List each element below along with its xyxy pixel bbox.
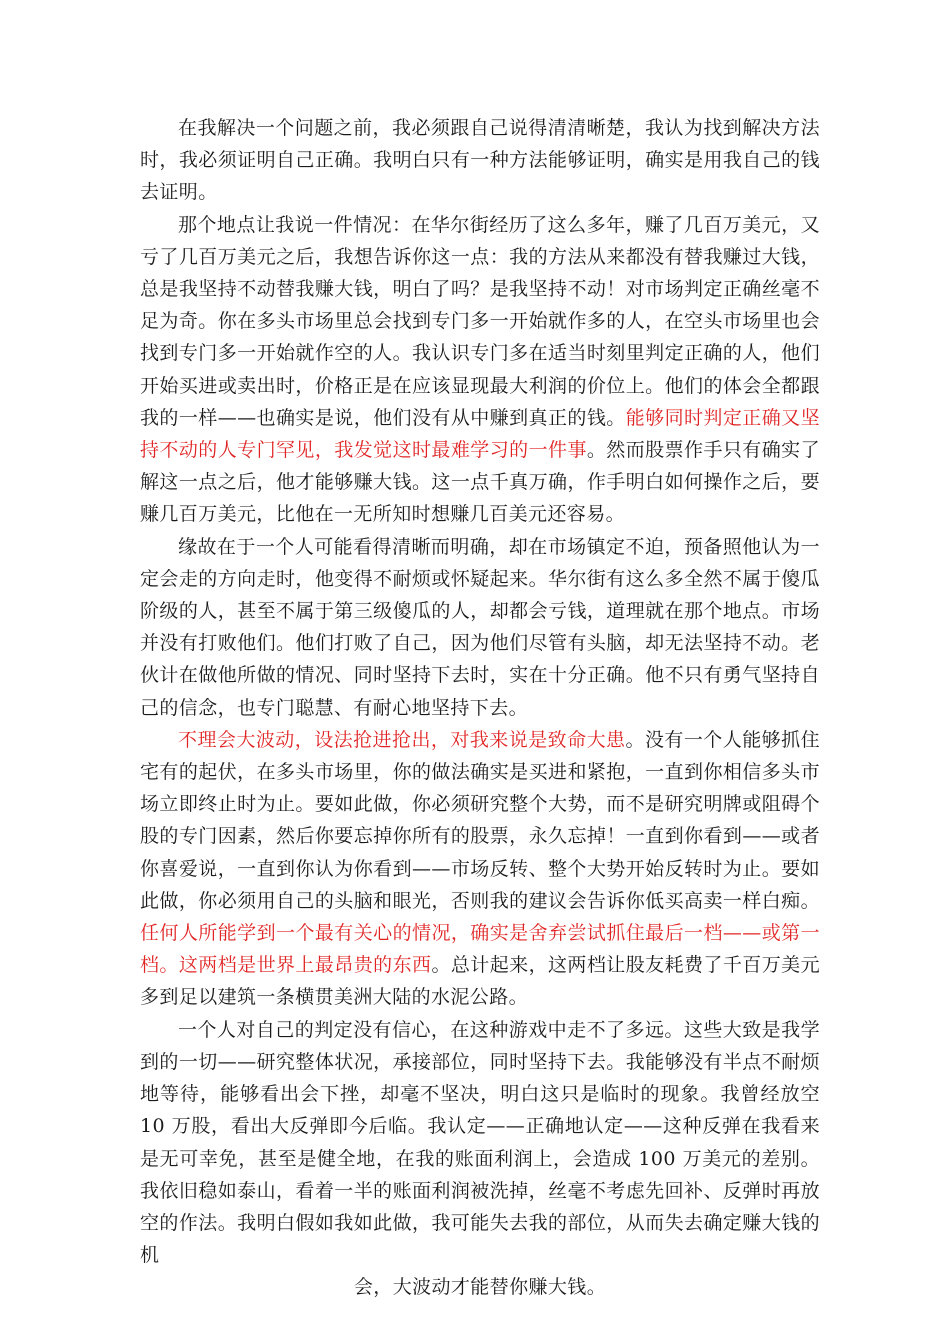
paragraph-4-highlight-b: 任何人所能学到一个最有关心的情况，确实是舍弃尝试抓住最后一档——或第一档。这两档是世界上最昂贵的东西: [140, 922, 820, 977]
paragraph-2: [140, 209, 820, 531]
paragraph-5-text: 一个人对自己的判定没有信心，在这种游戏中走不了多远。这些大致是我学到的一切——研究整体状况，承接部位，同时坚持下去。我能够没有半点不耐烦地等待，能够看出会下挫，却毫不坚决，明白这只是临时的现象。我曾经放空 10 万股，看出大反弹即今后临。我认定——正确地认定——这种反弹在我看来是无可幸免，甚至是健全地，在我的账面利润上，会造成 100 万美元的差别。我依旧稳如泰山，看着一半的账面利润被洗掉，丝毫不考虑先回补、反弹时再放空的作法。我明白假如我如此做，我可能失去我的部位，从而失去确定赚大钱的机: [140, 1018, 820, 1267]
paragraph-1: [140, 112, 820, 209]
paragraph-4-highlight-a: 不理会大波动，设法抢进抢出，对我来说是致命大患: [178, 728, 626, 751]
paragraph-2-highlight: 能够同时判定正确又坚持不动的人专门罕见，我发觉这时最难学习的一件事: [140, 406, 820, 462]
paragraph-3-text: 缘故在于一个人可能看得清晰而明确，却在市场镇定不迫，预备照他认为一定会走的方向走时，他变得不耐烦或怀疑起来。华尔街有这么多全然不属于傻瓜阶级的人，甚至不属于第三级傻瓜的人，却都会亏钱，道理就在那个地点。市场并没有打败他们。他们打败了自己，因为他们尽管有头脑，却无法坚持不动。老伙计在做他所做的情况、同时坚持下去时，实在十分正确。他不只有勇气坚持自己的信念，也专门聪慧、有耐心地坚持下去。: [140, 535, 820, 719]
paragraph-5: [140, 1014, 820, 1304]
paragraph-4: [140, 724, 820, 1014]
paragraph-2-text-b: 。然而股票作手只有确实了解这一点之后，他才能够赚大钱。这一点千真万确，作手明白如何操作之后，要赚几百万美元，比他在一无所知时想赚几百美元还容易。: [140, 439, 820, 526]
paragraph-5-last-line: 会，大波动才能替你赚大钱。: [353, 1276, 607, 1299]
paragraph-2-text-a: 那个地点让我说一件情况：在华尔街经历了这么多年，赚了几百万美元，又亏了几百万美元之后，我想告诉你这一点：我的方法从来都没有替我赚过大钱，总是我坚持不动替我赚大钱，明白了吗？是我坚持不动！对市场判定正确丝毫不足为奇。你在多头市场里总会找到专门多一开始就作多的人，在空头市场里也会找到专门多一开始就作空的人。我认识专门多在适当时刻里判定正确的人，他们开始买进或卖出时，价格正是在应该显现最大利润的价位上。他们的体会全都跟我的一样——也确实是说，他们没有从中赚到真正的钱。: [140, 213, 820, 429]
paragraph-1-text: 在我解决一个问题之前，我必须跟自己说得清清晰楚，我认为找到解决方法时，我必须证明自己正确。我明白只有一种方法能够证明，确实是用我自己的钱去证明。: [140, 117, 820, 204]
document-page: [140, 112, 820, 1304]
paragraph-4-text-a: 。没有一个人能够抓住宅有的起伏，在多头市场里，你的做法确实是买进和紧抱，一直到你相信多头市场立即终止时为止。要如此做，你必须研究整个大势，而不是研究明牌或阻碍个股的专门因素，然后你要忘掉你所有的股票，永久忘掉！一直到你看到——或者你喜爱说，一直到你认为你看到——市场反转、整个大势开始反转时为止。要如此做，你必须用自己的头脑和眼光，否则我的建议会告诉你低买高卖一样白痴。: [140, 728, 820, 912]
paragraph-4-text-b: 。总计起来，这两档让股友耗费了千百万美元多到足以建筑一条横贯美洲大陆的水泥公路。: [140, 954, 820, 1009]
paragraph-3: [140, 531, 820, 724]
